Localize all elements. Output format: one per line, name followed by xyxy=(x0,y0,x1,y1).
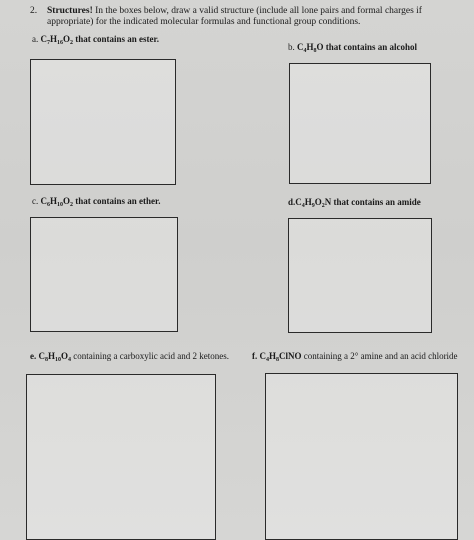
question-number: 2. xyxy=(30,6,38,16)
part-b-condition: that contains an alcohol xyxy=(325,42,418,52)
part-b-formula: $C_4H_8O$ xyxy=(297,42,324,54)
answer-box-f[interactable] xyxy=(265,373,458,540)
part-f-condition: containing a 2° amine and an acid chloride xyxy=(303,351,458,361)
part-f-formula: f. $C_4H_8ClNO$ xyxy=(252,351,302,363)
question-instructions xyxy=(47,6,467,27)
part-e-formula: e. $C_8H_{10}O_4$ xyxy=(30,351,72,363)
answer-box-e[interactable] xyxy=(26,374,216,540)
part-f-label xyxy=(252,351,458,361)
part-a-condition: that contains an ester. xyxy=(75,34,159,44)
answer-box-a[interactable] xyxy=(30,59,176,185)
part-a-label: a. $C_7H_{16}O_2$ that contains an ester. xyxy=(32,34,159,46)
part-c-formula: $C_6H_{10}O_2$ xyxy=(40,196,74,208)
question-title: Structures! xyxy=(47,6,93,16)
answer-box-b[interactable] xyxy=(289,63,431,184)
part-d-condition: that contains an amide xyxy=(333,197,421,207)
answer-box-d[interactable] xyxy=(288,218,432,333)
part-c-condition: that contains an ether. xyxy=(75,196,161,206)
answer-box-c[interactable] xyxy=(30,217,178,332)
part-d-label xyxy=(288,197,421,207)
part-a-formula: $C_7H_{16}O_2$ xyxy=(40,34,74,46)
part-d-formula: $d.C_4H_9O_2N$ xyxy=(288,197,332,209)
part-e-condition: containing a carboxylic acid and 2 ketones. xyxy=(73,351,229,361)
part-e-label xyxy=(30,351,229,361)
question-instruction-text: In the boxes below, draw a valid structure (include all lone pairs and formal charges if appropriate) for the indicated molecular formulas and functional group conditions. xyxy=(47,6,422,27)
part-c-label: c. $C_6H_{10}O_2$ that contains an ether. xyxy=(32,196,161,208)
part-b-label: b. $C_4H_8O$ that contains an alcohol xyxy=(288,42,418,54)
